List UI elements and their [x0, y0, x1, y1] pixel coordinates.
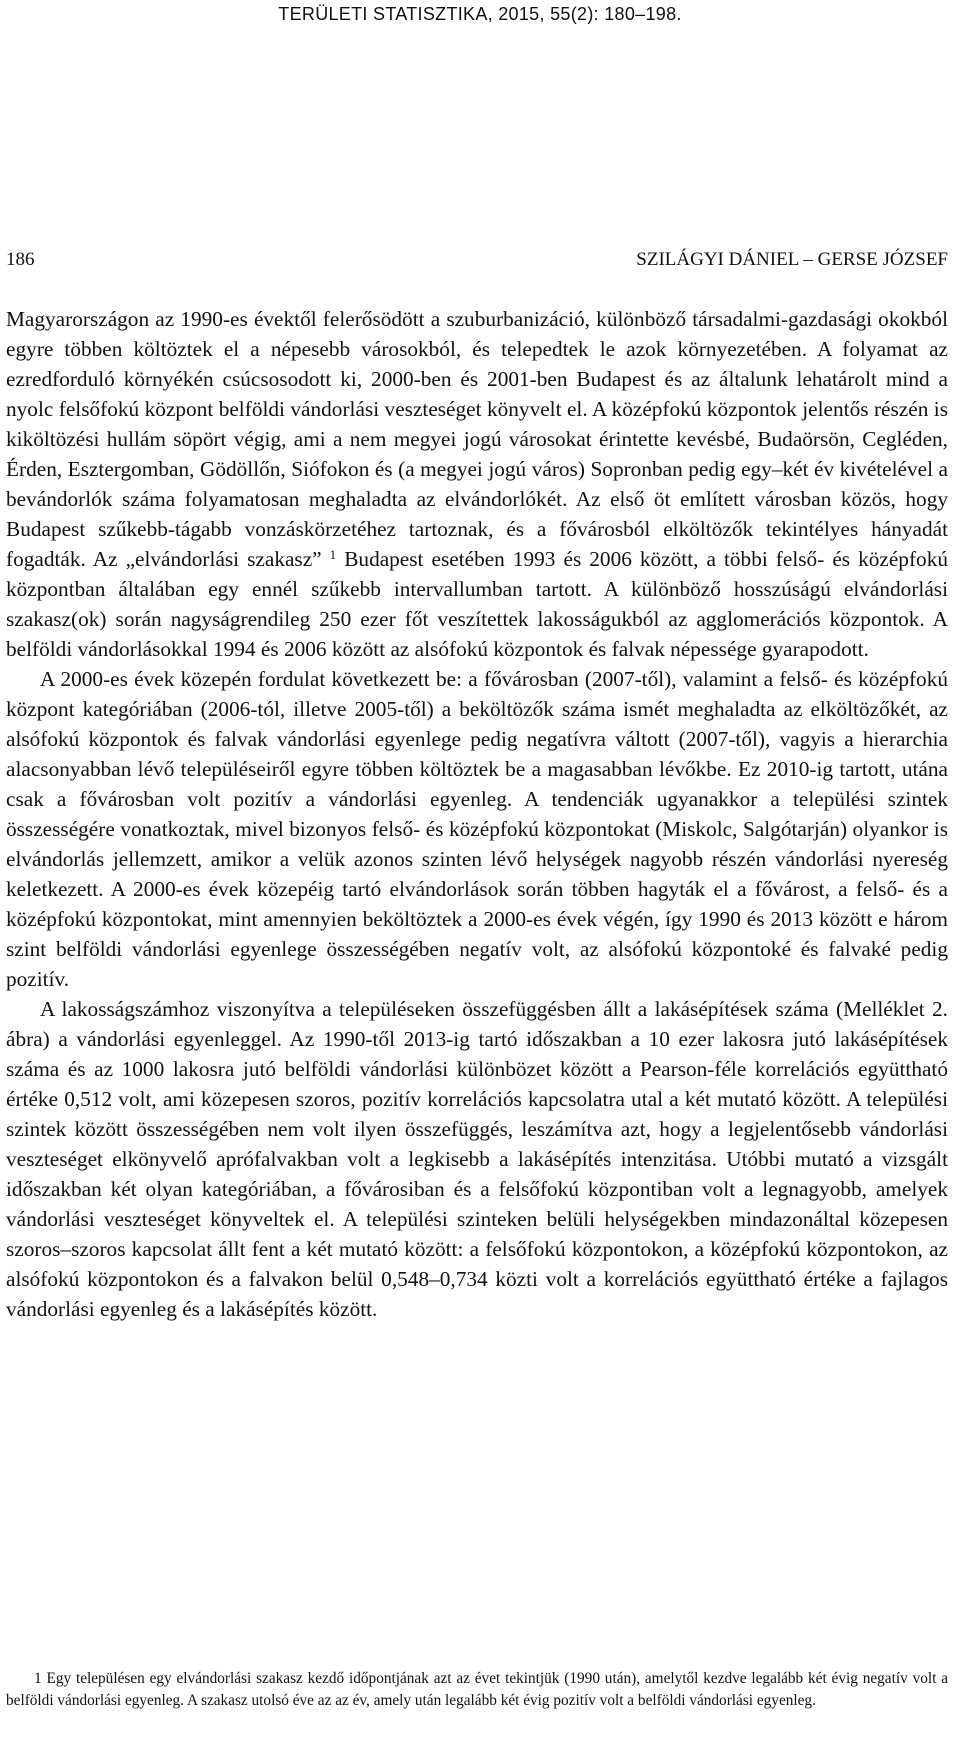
paragraph-3: A lakosságszámhoz viszonyítva a településeken összefüggésben állt a lakásépítések száma (Melléklet 2. ábra) a vándorlási egyenleggel. Az 1990-től 2013-ig tartó időszakban a 10 ezer lakosra jutó lakásépítések száma és az 1000 lakosra jutó belföldi vándorlási különbözet között a Pearson-féle korrelációs együttható értéke 0,512 volt, ami közepesen szoros, pozitív korrelációs kapcsolatra utal a két mutató között. A települési szintek között összességében nem volt ilyen összefüggés, leszámítva azt, hogy a legjelentősebb vándorlási veszteséget elkönyvelő aprófalvakban volt a legkisebb a lakásépítés intenzitása. Utóbbi mutató a vizsgált időszakban két olyan kategóriában, a fővárosiban és a felsőfokú központiban volt a legnagyobb, amelyek vándorlási veszteséget könyveltek el. A települési szinteken belüli helységekben mindazonáltal közepesen szoros–szoros kapcsolat állt fent a két mutató között: a felsőfokú központokon, a középfokú központokon, az alsófokú központokon és a falvakon belül 0,548–0,734 közti volt a korrelációs együttható értéke a fajlagos vándorlási egyenleg és a lakásépítés között. — [6, 997, 948, 1321]
article-body — [6, 304, 948, 1324]
footnote: 1 Egy településen egy elvándorlási szakasz kezdő időpontjának azt az évet tekintjük (1990 után), amelytől kezdve legalább két évig negatív volt a belföldi vándorlási egyenleg. A szakasz utolsó éve az az év, amely után legalább két évig pozitív volt a belföldi vándorlási egyenleg. — [6, 1670, 948, 1709]
running-head-authors: SZILÁGYI DÁNIEL – GERSE JÓZSEF — [636, 249, 948, 270]
running-head — [6, 249, 948, 271]
paragraph-2: A 2000-es évek közepén fordulat következett be: a fővárosban (2007-től), valamint a felső- és középfokú központ kategóriában (2006-tól, illetve 2005-től) a beköltözők száma ismét meghaladta az elköltözőkét, az alsófokú központok és falvak vándorlási egyenlege pedig negatívra váltott (2007-től), vagyis a hierarchia alacsonyabban lévő településeiről egyre többen költöztek be a magasabban lévőkbe. Ez 2010-ig tartott, utána csak a fővárosban volt pozitív a vándorlási egyenleg. A tendenciák ugyanakkor a települési szintek összességére vonatkoztak, mivel bizonyos felső- és középfokú központokat (Miskolc, Salgótarján) olyankor is elvándorlás jellemzett, amikor a velük azonos szinten lévő helységek nagyobb részén vándorlási nyereség keletkezett. A 2000-es évek közepéig tartó elvándorlások során többen hagyták el a fővárost, a felső- és a középfokú központokat, mint amennyien beköltöztek a 2000-es évek végén, így 1990 és 2013 között e három szint belföldi vándorlási egyenlege összességében negatív volt, az alsófokú központoké és falvaké pedig pozitív. — [6, 667, 948, 991]
paragraph-1-text: Magyarországon az 1990-es évektől felerősödött a szuburbanizáció, különböző társadalmi-gazdasági okokból egyre többen költöztek el a népesebb városokból, és telepedtek le azok környezetében. A folyamat az ezredforduló környékén csúcsosodott ki, 2000-ben és 2001-ben Budapest és az általunk lehatárolt mind a nyolc felsőfokú központ belföldi vándorlási veszteséget könyvelt el. A középfokú központok jelentős részén is kiköltözési hullám söpört végig, ami a nem megyei jogú városokat érintette kevésbé, Budaörsön, Cegléden, Érden, Esztergomban, Gödöllőn, Siófokon és (a megyei jogú város) Sopronban pedig egy–két év kivételével a bevándorlók száma folyamatosan meghaladta az elvándorlókét. Az első öt említett városban közös, hogy Budapest szűkebb-tágabb vonzáskörzetéhez tartoznak, és a fővárosból elköltözők tekintélyes hányadát fogadták. Az „elvándorlási szakasz” — [6, 307, 948, 571]
footnote-reference: 1 — [329, 547, 337, 562]
paragraph-1-continued: Budapest esetében 1993 és 2006 között, a többi felső- és középfokú központban általában egy ennél szűkebb intervallumban tartott. A különböző hosszúságú elvándorlási szakasz(ok) során nagyságrendileg 250 ezer főt veszítettek lakosságukból az agglomerációs központok. A belföldi vándorlásokkal 1994 és 2006 között az alsófokú központok és falvak népessége gyarapodott. — [6, 547, 948, 661]
journal-header: TERÜLETI STATISZTIKA, 2015, 55(2): 180–198. — [278, 4, 682, 24]
page-number: 186 — [6, 249, 35, 270]
paragraph-1 — [6, 304, 948, 664]
